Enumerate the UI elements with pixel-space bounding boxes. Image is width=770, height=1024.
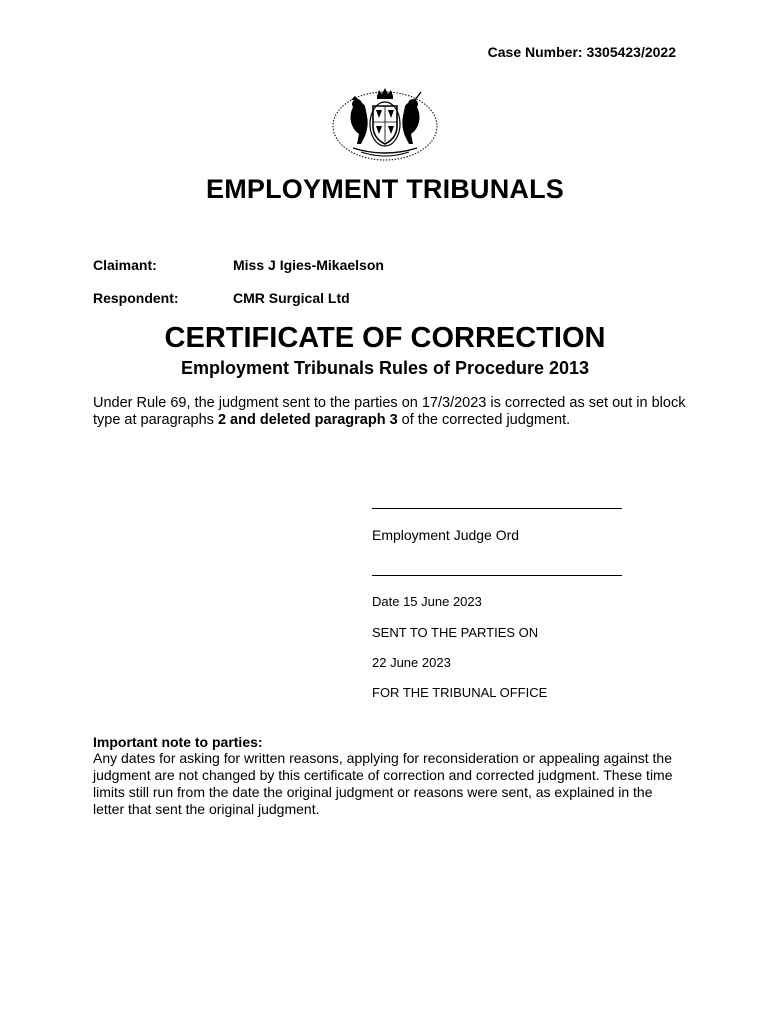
- certificate-subtitle: Employment Tribunals Rules of Procedure 2013: [180, 358, 590, 378]
- tribunal-office-label: FOR THE TRIBUNAL OFFICE: [372, 685, 548, 700]
- correction-body-prefix: Under Rule 69, the judgment sent to the parties on 17/3/2023 is corrected as set out in block type at paragraphs: [93, 395, 686, 428]
- note-heading: Important note to parties:: [93, 734, 263, 750]
- respondent-row: [93, 290, 350, 306]
- royal-coat-of-arms-icon: [331, 86, 439, 162]
- correction-body-suffix: of the corrected judgment.: [397, 412, 571, 428]
- signature-date: Date 15 June 2023: [372, 594, 482, 609]
- certificate-title: CERTIFICATE OF CORRECTION: [164, 322, 606, 354]
- page-title: EMPLOYMENT TRIBUNALS: [206, 174, 564, 204]
- sent-date: 22 June 2023: [372, 655, 451, 670]
- claimant-label: Claimant:: [93, 257, 157, 273]
- judge-name: Employment Judge Ord: [372, 527, 520, 543]
- respondent-value: CMR Surgical Ltd: [233, 290, 350, 306]
- respondent-label: Respondent:: [93, 290, 179, 306]
- date-line: [372, 575, 622, 576]
- sent-to-parties-label: SENT TO THE PARTIES ON: [372, 625, 539, 640]
- signature-line: [372, 508, 622, 509]
- correction-body: [93, 395, 693, 429]
- claimant-value: Miss J Igies-Mikaelson: [233, 257, 384, 273]
- claimant-row: [93, 257, 384, 273]
- correction-body-bold: 2 and deleted paragraph 3: [217, 412, 398, 428]
- case-number: Case Number: 3305423/2022: [487, 44, 676, 60]
- note-body: Any dates for asking for written reasons, applying for reconsideration or appealing against the judgment are not changed by this certificate of correction and corrected judgment. These time limits still run from the date the original judgment or reasons were sent, as explained in the letter that sent the original judgment.: [93, 750, 673, 817]
